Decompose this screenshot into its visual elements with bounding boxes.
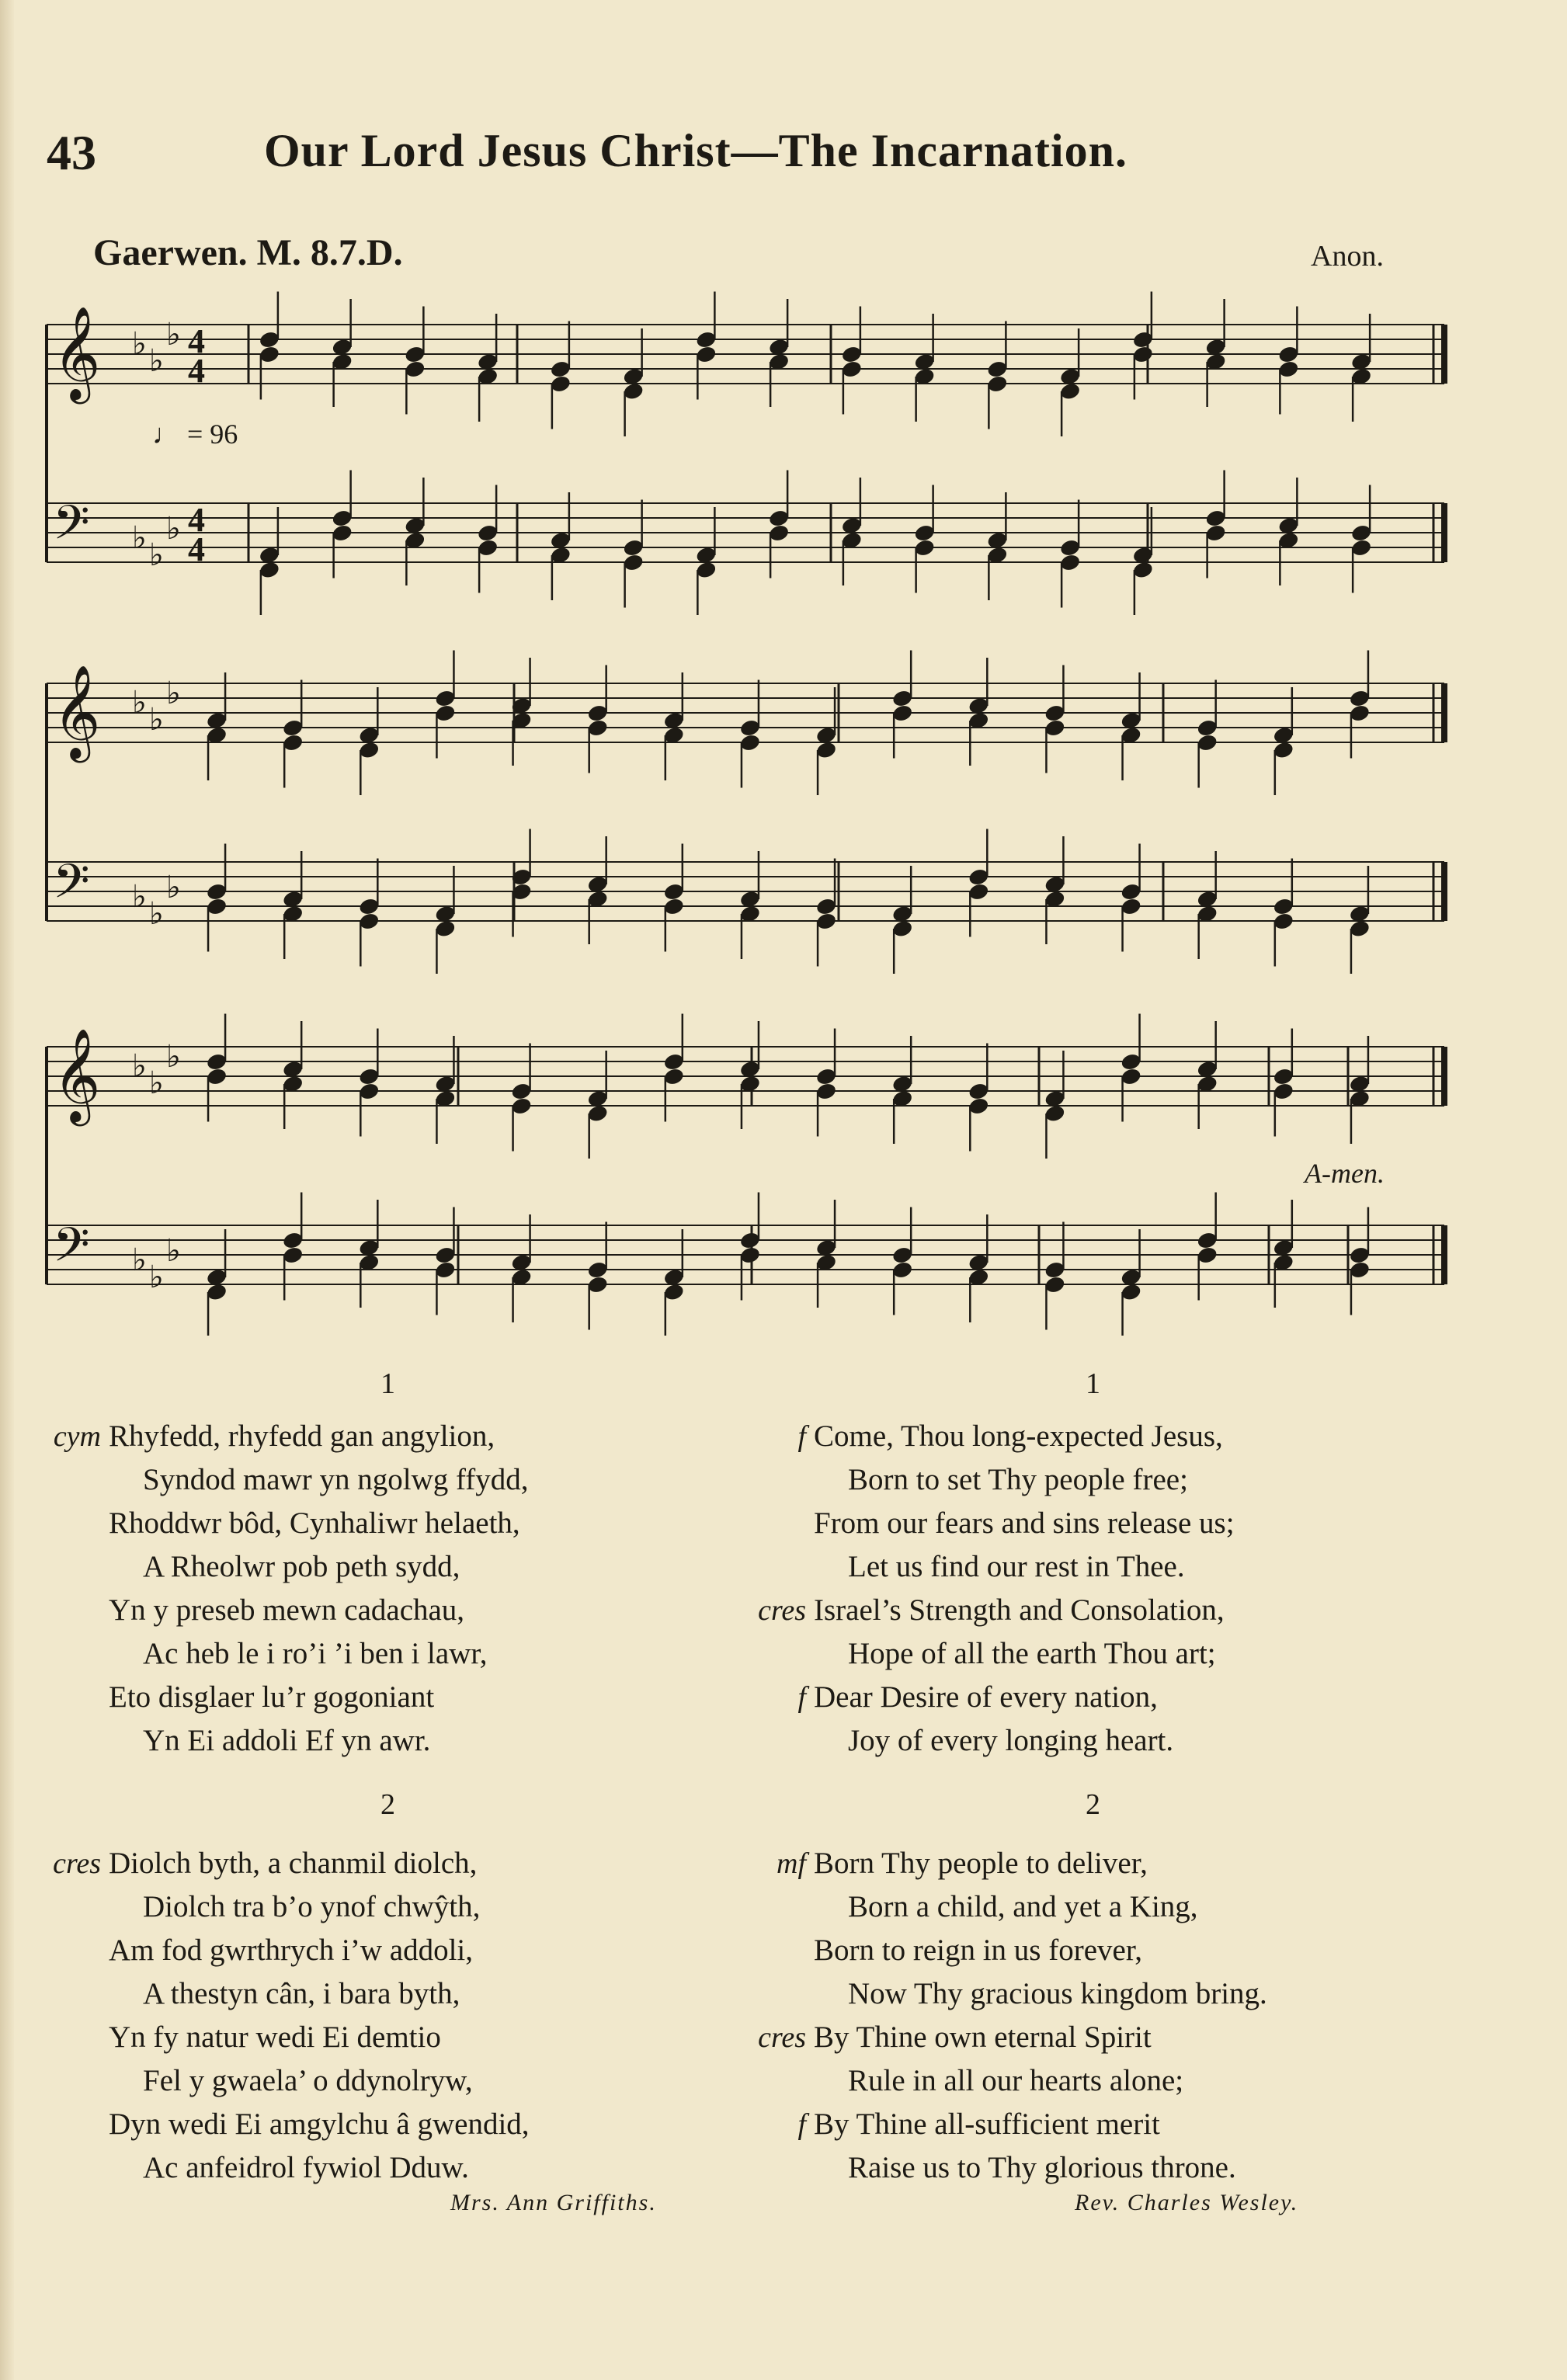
flat-icon: ♭	[132, 1048, 147, 1084]
verse-line-text: Born a child, and yet a King,	[848, 1890, 1198, 1923]
flat-icon: ♭	[132, 879, 147, 915]
verse-line	[777, 1842, 1267, 1885]
verse-line	[814, 1929, 1267, 1972]
english-verse1	[758, 1415, 1235, 1763]
hymn-title: Our Lord Jesus Christ—The Incarnation.	[264, 125, 1128, 176]
verse-line-text: Ac heb le i ro’i ’i ben i lawr,	[143, 1637, 488, 1670]
dynamic-marking: f	[797, 1681, 806, 1714]
verse-line	[143, 1719, 529, 1763]
verse-line-text: By Thine all-sufficient merit	[814, 2107, 1160, 2141]
bass-clef-icon: 𝄢	[53, 495, 90, 562]
verse-line-text: Yn fy natur wedi Ei demtio	[109, 2020, 441, 2054]
treble-clef-icon: 𝄞	[53, 664, 101, 759]
verse-line	[143, 2146, 530, 2190]
flat-icon: ♭	[149, 343, 164, 379]
verse-line-text: Raise us to Thy glorious throne.	[848, 2151, 1236, 2184]
verse-line	[109, 2016, 530, 2059]
verse-line-text: Born Thy people to deliver,	[814, 1847, 1148, 1880]
dynamic-marking: cym	[53, 1420, 101, 1453]
verse-line-text: Let us find our rest in Thee.	[848, 1550, 1185, 1583]
verse-line	[758, 2016, 1267, 2059]
verse-line	[848, 1885, 1267, 1929]
tune-name: Gaerwen. M. 8.7.D.	[93, 232, 403, 273]
flat-icon: ♭	[149, 1259, 164, 1295]
verse-line	[848, 1972, 1267, 2016]
welsh-verse1	[53, 1415, 529, 1763]
verse-line-text: Syndod mawr yn ngolwg ffydd,	[143, 1463, 529, 1496]
verse-line	[814, 1502, 1235, 1545]
dynamic-marking: cres	[758, 1594, 806, 1627]
flat-icon: ♭	[132, 1242, 147, 1278]
flat-icon: ♭	[166, 511, 181, 547]
verse-line-text: Am fod gwrthrych i’w addoli,	[109, 1934, 473, 1967]
welsh-verse2	[53, 1842, 530, 2190]
dynamic-marking: cres	[758, 2021, 806, 2054]
tempo-marking: ♩ = 96	[152, 419, 238, 450]
verse-line	[143, 1458, 529, 1502]
flat-icon: ♭	[166, 676, 181, 711]
verse-line-text: Dyn wedi Ei amgylchu â gwendid,	[109, 2107, 530, 2141]
verse-line	[53, 1842, 530, 1885]
verse-line-text: Dear Desire of every nation,	[814, 1680, 1158, 1714]
verse-line	[143, 1885, 530, 1929]
flat-icon: ♭	[166, 870, 181, 905]
verse-line-text: Born to set Thy people free;	[848, 1463, 1188, 1496]
composer: Anon.	[1311, 240, 1384, 273]
verse-line-text: A thestyn cân, i bara byth,	[143, 1977, 460, 2010]
time-signature: 4	[188, 322, 205, 360]
verse-line-text: Israel’s Strength and Consolation,	[814, 1593, 1225, 1627]
verse-line	[143, 1545, 529, 1589]
verse-line	[109, 1589, 529, 1632]
amen-text: A-men.	[1305, 1158, 1385, 1189]
time-signature: 4	[188, 352, 205, 390]
verse-line-text: From our fears and sins release us;	[814, 1506, 1235, 1540]
verse-line	[143, 1632, 529, 1676]
verse-line	[53, 1415, 529, 1458]
verse-line	[797, 2103, 1267, 2146]
welsh-author: Mrs. Ann Griffiths.	[450, 2190, 657, 2215]
bass-clef-icon: 𝄢	[53, 854, 90, 921]
flat-icon: ♭	[149, 702, 164, 738]
welsh-verse2-number: 2	[380, 1788, 395, 1821]
verse-line-text: Now Thy gracious kingdom bring.	[848, 1977, 1267, 2010]
verse-line	[797, 1415, 1235, 1458]
verse-line-text: Yn Ei addoli Ef yn awr.	[143, 1724, 431, 1757]
verse-line-text: Hope of all the earth Thou art;	[848, 1637, 1216, 1670]
verse-line	[848, 1719, 1235, 1763]
dynamic-marking: mf	[777, 1847, 806, 1880]
time-signature: 4	[188, 501, 205, 539]
verse-line-text: Joy of every longing heart.	[848, 1724, 1174, 1757]
verse-line-text: Eto disglaer lu’r gogoniant	[109, 1680, 435, 1714]
verse-line-text: Rhyfedd, rhyfedd gan angylion,	[109, 1419, 495, 1453]
hymn-number: 43	[47, 125, 96, 180]
flat-icon: ♭	[149, 537, 164, 573]
english-verse1-number: 1	[1086, 1367, 1100, 1400]
verse-line	[848, 1545, 1235, 1589]
bass-clef-icon: 𝄢	[53, 1218, 90, 1284]
flat-icon: ♭	[132, 685, 147, 721]
english-verse2	[758, 1842, 1267, 2190]
verse-line-text: Yn y preseb mewn cadachau,	[109, 1593, 465, 1627]
verse-line	[109, 2103, 530, 2146]
verse-line-text: Ac anfeidrol fywiol Dduw.	[143, 2151, 469, 2184]
treble-clef-icon: 𝄞	[53, 305, 101, 400]
flat-icon: ♭	[132, 326, 147, 362]
verse-line	[848, 2146, 1267, 2190]
flat-icon: ♭	[166, 1233, 181, 1269]
dynamic-marking: f	[797, 2108, 806, 2141]
verse-line-text: Rule in all our hearts alone;	[848, 2064, 1184, 2097]
verse-line	[109, 1929, 530, 1972]
verse-line-text: Born to reign in us forever,	[814, 1934, 1143, 1967]
english-author: Rev. Charles Wesley.	[1075, 2190, 1299, 2215]
flat-icon: ♭	[149, 1065, 164, 1101]
flat-icon: ♭	[166, 317, 181, 353]
verse-line	[797, 1676, 1235, 1719]
verse-line	[109, 1676, 529, 1719]
verse-line	[758, 1589, 1235, 1632]
verse-line-text: A Rheolwr pob peth sydd,	[143, 1550, 460, 1583]
verse-line	[848, 1458, 1235, 1502]
verse-line	[848, 1632, 1235, 1676]
verse-line-text: Fel y gwaela’ o ddynolryw,	[143, 2064, 473, 2097]
verse-line-text: Diolch byth, a chanmil diolch,	[109, 1847, 478, 1880]
flat-icon: ♭	[149, 896, 164, 932]
english-verse2-number: 2	[1086, 1788, 1100, 1821]
verse-line-text: Come, Thou long-expected Jesus,	[814, 1419, 1223, 1453]
dynamic-marking: f	[797, 1420, 806, 1453]
verse-line-text: Rhoddwr bôd, Cynhaliwr helaeth,	[109, 1506, 520, 1540]
dynamic-marking: cres	[53, 1847, 101, 1880]
flat-icon: ♭	[166, 1039, 181, 1075]
verse-line-text: Diolch tra b’o ynof chwŷth,	[143, 1890, 481, 1923]
verse-line-text: By Thine own eternal Spirit	[814, 2020, 1152, 2054]
verse-line	[109, 1502, 529, 1545]
time-signature: 4	[188, 530, 205, 568]
verse-line	[143, 2059, 530, 2103]
treble-clef-icon: 𝄞	[53, 1027, 101, 1122]
flat-icon: ♭	[132, 520, 147, 556]
verse-line	[848, 2059, 1267, 2103]
welsh-verse1-number: 1	[380, 1367, 395, 1400]
verse-line	[143, 1972, 530, 2016]
